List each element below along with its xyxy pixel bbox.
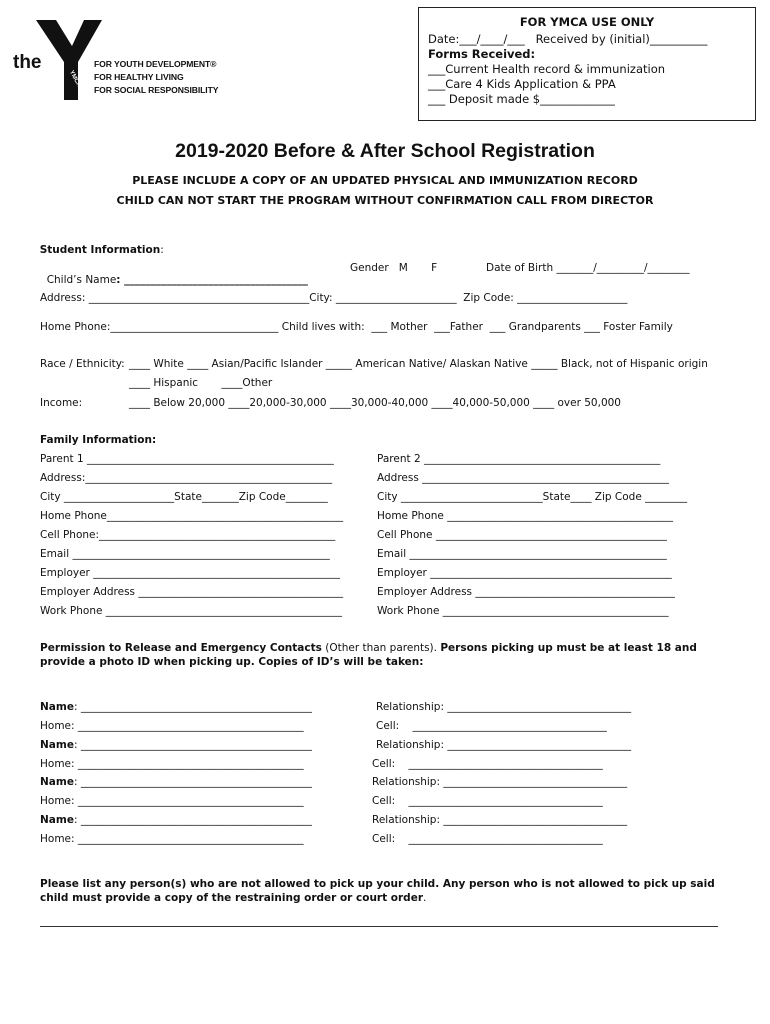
contact1-home[interactable]: Home: ___________________________________________ — [40, 720, 304, 732]
parent1-city[interactable]: City _____________________State_______Zip Code________ — [40, 491, 328, 503]
race-options-2[interactable]: ____ Hispanic ____Other — [129, 377, 273, 389]
page-title: 2019-2020 Before & After School Registration — [175, 140, 595, 162]
gender-field[interactable]: Gender M F — [350, 262, 438, 274]
student-heading-colon: : — [160, 244, 164, 256]
contact-name-line[interactable]: : ____________________________________________ — [73, 701, 312, 713]
parent1-email[interactable]: Email _________________________________________________ — [40, 548, 330, 560]
contact-name-label: Name — [40, 814, 74, 826]
parent1-cell-phone[interactable]: Cell Phone:_____________________________________________ — [40, 529, 336, 541]
contact1-name[interactable] — [40, 701, 312, 713]
income-label: Income: — [40, 397, 83, 409]
contact4-name[interactable] — [40, 814, 312, 826]
contact4-relationship[interactable]: Relationship: ___________________________________ — [372, 814, 628, 826]
restriction-end: . — [423, 892, 427, 904]
parent2-name[interactable]: Parent 2 _____________________________________________ — [377, 453, 661, 465]
contact4-cell[interactable]: Cell: _____________________________________ — [372, 833, 603, 845]
office-date-line[interactable]: Date:___/____/___ Received by (initial)__________ — [428, 32, 708, 46]
dob-field[interactable]: Date of Birth _______/_________/________ — [486, 262, 690, 274]
parent1-address[interactable]: Address:_______________________________________________ — [40, 472, 333, 484]
contact-name-label: Name — [40, 739, 74, 751]
race-label: Race / Ethnicity: — [40, 358, 129, 370]
logo-tagline-1: FOR YOUTH DEVELOPMENT® — [94, 59, 217, 69]
parent2-work-phone[interactable]: Work Phone ___________________________________________ — [377, 605, 669, 617]
office-item-care4kids[interactable]: ___Care 4 Kids Application & PPA — [428, 77, 616, 91]
permission-paragraph — [40, 641, 730, 669]
contact2-relationship[interactable]: Relationship: ___________________________________ — [376, 739, 632, 751]
parent1-employer-address[interactable]: Employer Address _______________________________________ — [40, 586, 344, 598]
permission-title: Permission to Release and Emergency Contacts — [40, 642, 322, 654]
parent1-name[interactable]: Parent 1 _______________________________________________ — [40, 453, 334, 465]
restriction-paragraph — [40, 877, 730, 905]
address-line[interactable]: Address: __________________________________________City: _______________________ Zip Code: _____________________ — [40, 292, 628, 304]
home-phone-line[interactable]: Home Phone:________________________________ Child lives with: ___ Mother ___Father ___ Grandparents ___ Foster Family — [40, 321, 673, 333]
contact-name-line[interactable]: : ____________________________________________ — [73, 739, 312, 751]
child-name-label: Child’s Name — [46, 274, 117, 286]
contact-name-label: Name — [40, 776, 74, 788]
parent1-work-phone[interactable]: Work Phone _____________________________________________ — [40, 605, 343, 617]
parent2-cell-phone[interactable]: Cell Phone ____________________________________________ — [377, 529, 667, 541]
parent2-employer[interactable]: Employer ______________________________________________ — [377, 567, 672, 579]
parent2-email[interactable]: Email _________________________________________________ — [377, 548, 667, 560]
logo-small-ymca: YMCA — [68, 69, 82, 89]
student-heading-text: Student Information — [39, 244, 161, 256]
contact-name-line[interactable]: : ____________________________________________ — [73, 814, 312, 826]
permission-normal: (Other than parents). — [321, 642, 441, 654]
contact-name-line[interactable]: : ____________________________________________ — [73, 776, 312, 788]
contact3-cell[interactable]: Cell: _____________________________________ — [372, 795, 603, 807]
restriction-answer-line[interactable] — [40, 926, 718, 927]
parent2-home-phone[interactable]: Home Phone ___________________________________________ — [377, 510, 673, 522]
parent2-city[interactable]: City ___________________________State____ Zip Code ________ — [377, 491, 688, 503]
notice-confirmation: CHILD CAN NOT START THE PROGRAM WITHOUT CONFIRMATION CALL FROM DIRECTOR — [116, 194, 654, 207]
contact4-home[interactable]: Home: ___________________________________________ — [40, 833, 304, 845]
permission-requirements: Persons picking up must be at least 18 and provide a photo ID when picking up. Copies of ID’s will be taken: — [40, 642, 697, 668]
logo-tagline-2: FOR HEALTHY LIVING — [94, 72, 184, 82]
student-heading — [33, 232, 164, 256]
contact2-name[interactable] — [40, 739, 312, 751]
office-item-deposit[interactable]: ___ Deposit made $_____________ — [428, 92, 615, 106]
contact-name-label: Name — [40, 701, 74, 713]
race-options[interactable]: ____ White ____ Asian/Pacific Islander _____ American Native/ Alaskan Native _____ Black, not of Hispanic origin — [129, 358, 708, 370]
contact1-relationship[interactable]: Relationship: ___________________________________ — [376, 701, 632, 713]
restriction-text: Please list any person(s) who are not allowed to pick up your child. Any person who is not allowed to pick up said child must provide a copy of the restraining order or court order — [40, 878, 715, 904]
contact3-relationship[interactable]: Relationship: ___________________________________ — [372, 776, 628, 788]
child-name-field[interactable] — [40, 262, 308, 286]
notice-physical: PLEASE INCLUDE A COPY OF AN UPDATED PHYSICAL AND IMMUNIZATION RECORD — [132, 174, 638, 187]
income-options[interactable]: ____ Below 20,000 ____20,000-30,000 ____30,000-40,000 ____40,000-50,000 ____ over 50,000 — [129, 397, 621, 409]
contact3-name[interactable] — [40, 776, 312, 788]
contact2-home[interactable]: Home: ___________________________________________ — [40, 758, 304, 770]
parent2-address[interactable]: Address _______________________________________________ — [377, 472, 669, 484]
office-use-box — [418, 7, 756, 121]
logo-tagline-3: FOR SOCIAL RESPONSIBILITY — [94, 85, 219, 95]
logo-word-the: the — [13, 52, 42, 73]
contact1-cell[interactable]: Cell: _____________________________________ — [376, 720, 607, 732]
child-name-line[interactable]: : ___________________________________ — [116, 274, 308, 286]
parent2-employer-address[interactable]: Employer Address ______________________________________ — [377, 586, 675, 598]
parent1-employer[interactable]: Employer _______________________________________________ — [40, 567, 340, 579]
parent1-home-phone[interactable]: Home Phone_____________________________________________ — [40, 510, 344, 522]
office-item-health[interactable]: ___Current Health record & immunization — [428, 62, 666, 76]
contact2-cell[interactable]: Cell: _____________________________________ — [372, 758, 603, 770]
family-heading: Family Information: — [40, 434, 157, 446]
office-forms-label: Forms Received: — [428, 47, 536, 61]
office-use-heading: FOR YMCA USE ONLY — [519, 15, 655, 29]
contact3-home[interactable]: Home: ___________________________________________ — [40, 795, 304, 807]
